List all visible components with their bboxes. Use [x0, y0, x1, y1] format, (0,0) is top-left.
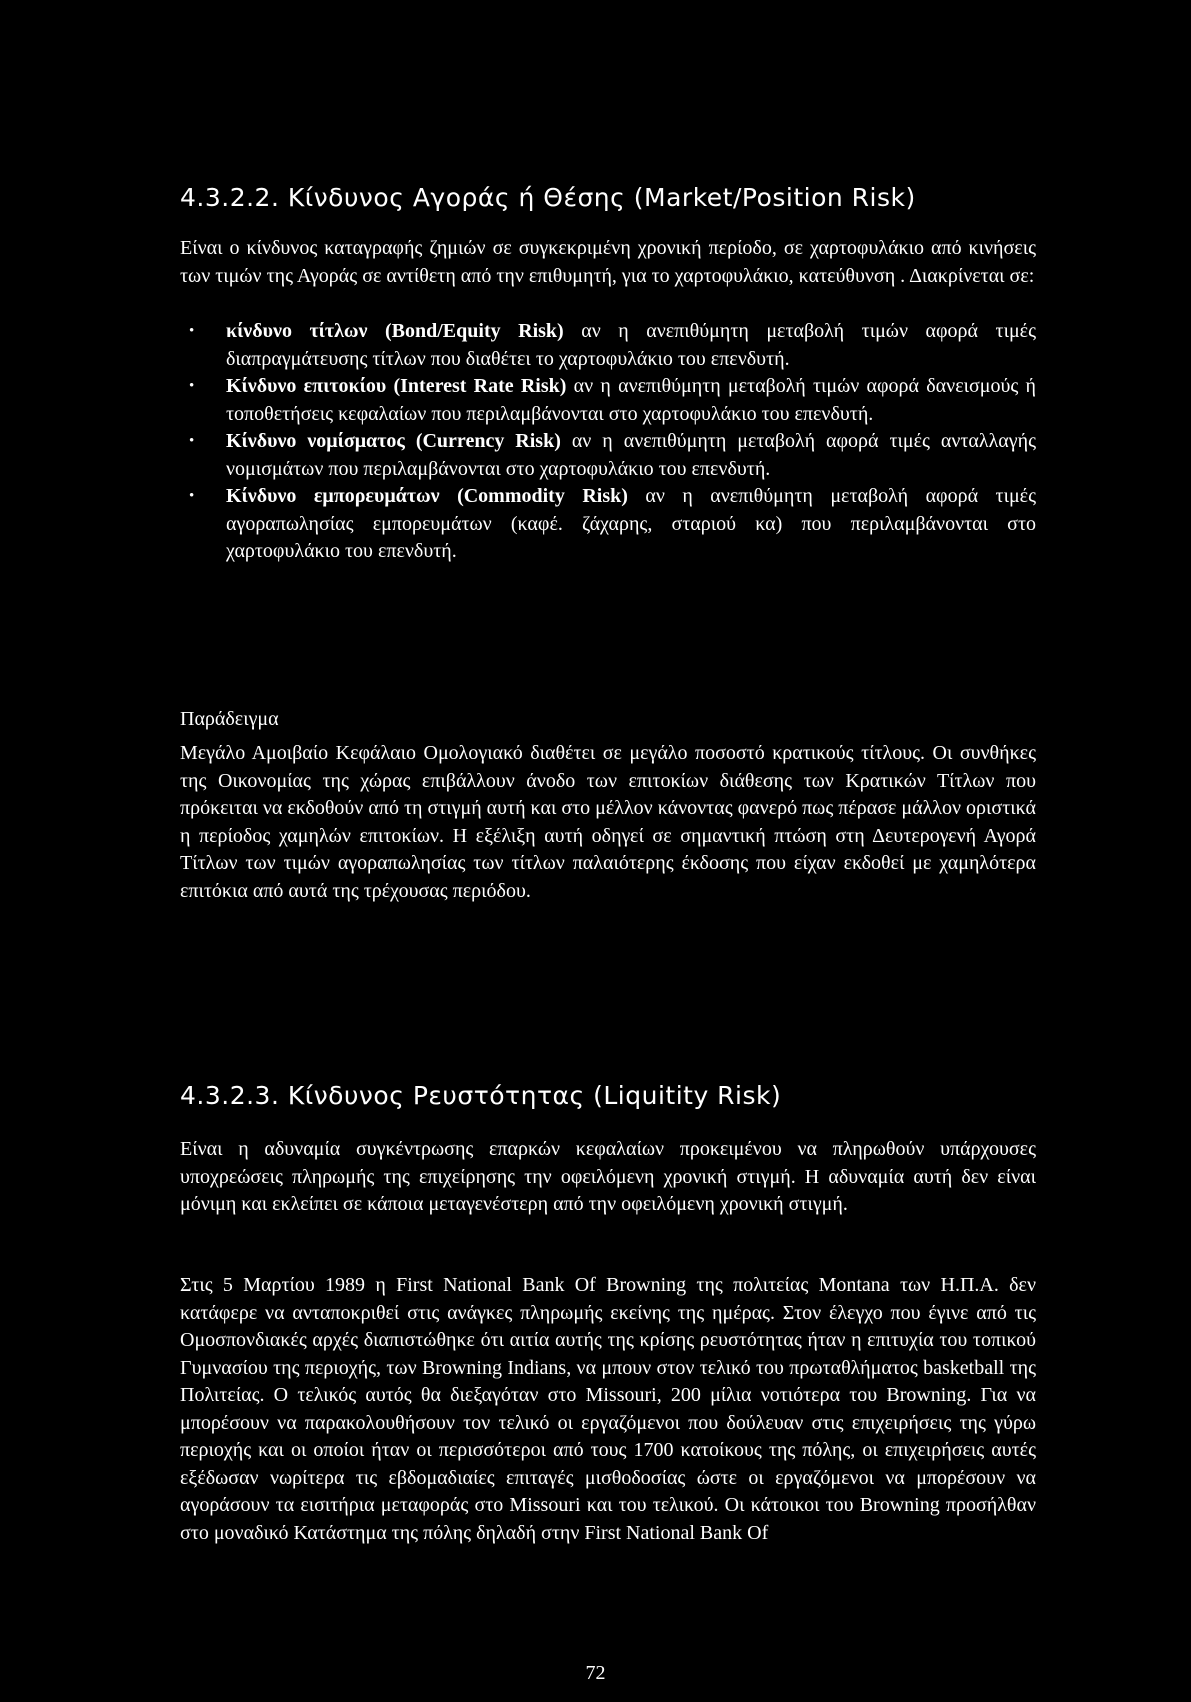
- risk-type-description: αν η ανεπιθύμητη μεταβολή τιμών αφορά δανεισμούς ή τοποθετήσεις κεφαλαίων που περιλαμβάνονται στο χαρτοφυλάκιο του επενδυτή.: [226, 375, 1037, 425]
- risk-type-name: Κίνδυνο επιτοκίου (Interest Rate Risk): [226, 375, 567, 397]
- page-number: 72: [585, 1662, 606, 1684]
- section-heading-liquidity-risk: 4.3.2.3. Κίνδυνος Ρευστότητας (Liquitity Risk): [180, 1081, 782, 1110]
- bullet-icon: •: [189, 433, 195, 449]
- list-item: [180, 428, 1036, 483]
- risk-type-description: αν η ανεπιθύμητη μεταβολή αφορά τιμές ανταλλαγής νομισμάτων που περιλαμβάνονται στο χαρτοφυλάκιο του επενδυτή.: [226, 430, 1036, 480]
- liquidity-risk-example: Στις 5 Μαρτίου 1989 η First National Bank Of Browning της πολιτείας Montana των Η.Π.Α. δεν κατάφερε να ανταποκριθεί στις ανάγκες πληρωμής εκείνης της ημέρας. Στον έλεγχο που έγινε από τις Ομοσπονδιακές αρχές διαπιστώθηκε ότι αιτία αυτής της κρίσης ρευστότητας ήταν η επιτυχία του τοπικού Γυμνασίου της περιοχής, των Browning Indians, να μπουν στον τελικό του πρωταθλήματος basketball της Πολιτείας. Ο τελικός αυτός θα διεξαγόταν στο Missouri, 200 μίλια νοτιότερα του Browning. Για να μπορέσουν να παρακολουθήσουν τον τελικό οι εργαζόμενοι που δούλευαν στις επιχειρήσεις της γύρω περιοχής και οι οποίοι ήταν οι περισσότεροι από τους 1700 κατοίκους της πόλης, οι επιχειρήσεις αυτές εξέδωσαν νωρίτερα τις εβδομαδιαίες επιταγές μισθοδοσίας ώστε οι εργαζόμενοι να μπορέσουν να αγοράσουν τα εισιτήρια μεταφοράς στο Missouri και του τελικού. Οι κάτοικοι του Browning προσήλθαν στο μοναδικό Κατάστημα της πόλης δηλαδή στην First National Bank Of: [180, 1274, 1036, 1544]
- market-risk-intro: Είναι ο κίνδυνος καταγραφής ζημιών σε συγκεκριμένη χρονική περίοδο, σε χαρτοφυλάκιο από κινήσεις των τιμών της Αγοράς σε αντίθετη από την επιθυμητή, για το χαρτοφυλάκιο, κατεύθυνση . Διακρίνεται σε:: [180, 237, 1036, 287]
- example-text: Μεγάλο Αμοιβαίο Κεφάλαιο Ομολογιακό διαθέτει σε μεγάλο ποσοστό κρατικούς τίτλους. Οι συνθήκες της Οικονομίας της χώρας επιβάλλουν άνοδο των επιτοκίων διάθεσης των Κρατικών Τίτλων που πρόκειται να εκδοθούν από τη στιγμή αυτή και στο μέλλον κάνοντας φανερό πως πέρασε μάλλον οριστικά η περίοδος χαμηλών επιτοκίων. Η εξέλιξη αυτή οδηγεί σε σημαντική πτώση στη Δευτερογενή Αγορά Τίτλων των τιμών αγοραπωλησίας των τίτλων παλαιότερης έκδοσης που είχαν εκδοθεί με χαμηλότερα επιτόκια από αυτά της τρέχουσας περιόδου.: [180, 742, 1036, 902]
- risk-type-name: Κίνδυνο εμπορευμάτων (Commodity Risk): [226, 485, 628, 507]
- risk-type-name: Κίνδυνο νομίσματος (Currency Risk): [226, 430, 561, 452]
- bullet-icon: •: [189, 488, 195, 504]
- list-item: [180, 373, 1036, 428]
- bullet-icon: •: [189, 323, 195, 339]
- liquidity-risk-definition: Είναι η αδυναμία συγκέντρωσης επαρκών κεφαλαίων προκειμένου να πληρωθούν υπάρχουσες υποχρεώσεις πληρωμής της επιχείρησης την οφειλόμενη χρονική στιγμή. Η αδυναμία αυτή δεν είναι μόνιμη και εκλείπει σε κάποια μεταγενέστερη από την οφειλόμενη χρονική στιγμή.: [180, 1138, 1036, 1215]
- list-item: [180, 318, 1036, 373]
- risk-type-description: αν η ανεπιθύμητη μεταβολή τιμών αφορά τιμές διαπραγμάτευσης τίτλων που διαθέτει το χαρτοφυλάκιο του επενδυτή.: [226, 320, 1036, 370]
- example-label: Παράδειγμα: [180, 708, 279, 730]
- bullet-icon: •: [189, 378, 195, 394]
- section-heading-market-risk: 4.3.2.2. Κίνδυνος Αγοράς ή Θέσης (Market/Position Risk): [180, 183, 916, 212]
- risk-type-name: κίνδυνο τίτλων (Bond/Equity Risk): [226, 320, 564, 342]
- list-item: [180, 483, 1036, 566]
- risk-types-list: [180, 318, 1036, 566]
- risk-type-description: αν η ανεπιθύμητη μεταβολή αφορά τιμές αγοραπωλησίας εμπορευμάτων (καφέ. ζάχαρης, σταριού κα) που περιλαμβάνονται στο χαρτοφυλάκιο του επενδυτή.: [226, 485, 1036, 562]
